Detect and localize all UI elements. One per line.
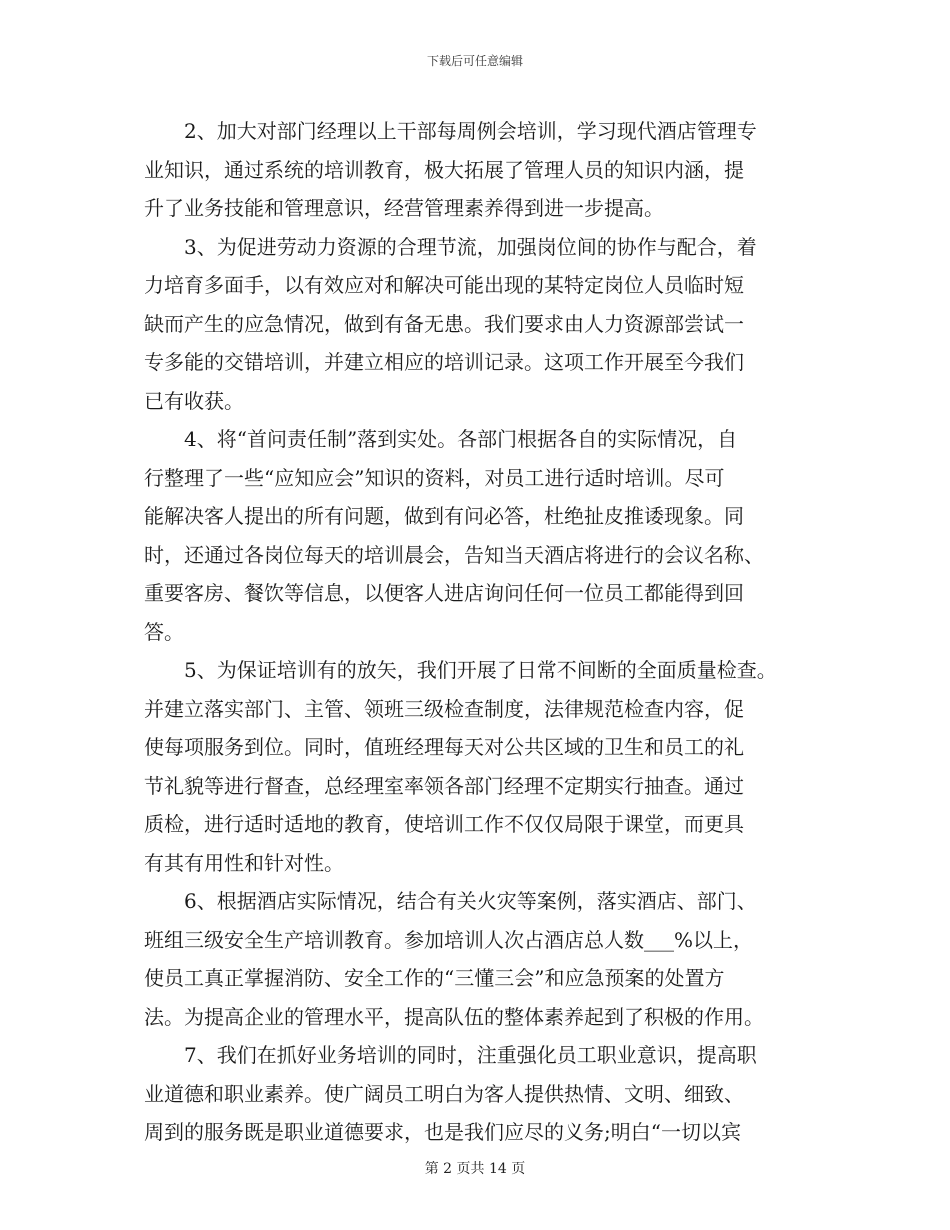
text-line: 重要客房、餐饮等信息，以便客人进店询问任何一位员工都能得到回	[144, 581, 744, 605]
text-line: 业道德和职业素养。使广阔员工明白为客人提供热情、文明、细致、	[144, 1081, 744, 1106]
paragraph-4	[144, 420, 834, 651]
text-line: 2、加大对部门经理以上干部每周例会培训，学习现代酒店管理专	[184, 119, 757, 143]
text-line: 6、根据酒店实际情况，结合有关火灾等案例，落实酒店、部门、	[184, 889, 757, 913]
text-line: 已有收获。	[144, 388, 244, 413]
paragraph-7	[144, 1036, 834, 1152]
paragraph-6	[144, 882, 834, 1036]
text-line: 节礼貌等进行督查，总经理室率领各部门经理不定期实行抽查。通过	[144, 773, 744, 798]
text-line: 3、为促进劳动力资源的合理节流，加强岗位间的协作与配合，着	[184, 234, 757, 259]
text-line: 班组三级安全生产培训教育。参加培训人次占酒店总人数___%以上，	[144, 927, 754, 952]
text-line: 5、为保证培训有的放矢，我们开展了日常不间断的全面质量检查。	[184, 658, 777, 682]
text-line: 答。	[144, 619, 184, 644]
text-line: 使每项服务到位。同时，值班经理每天对公共区域的卫生和员工的礼	[144, 735, 744, 759]
text-line: 业知识，通过系统的培训教育，极大拓展了管理人员的知识内涵，提	[144, 157, 744, 182]
text-line: 4、将“首问责任制”落到实处。各部门根据各自的实际情况，自	[184, 427, 738, 451]
text-line: 使员工真正掌握消防、安全工作的“三懂三会”和应急预案的处置方	[144, 966, 725, 990]
text-line: 力培育多面手，以有效应对和解决可能出现的某特定岗位人员临时短	[144, 273, 744, 297]
text-line: 能解决客人提出的所有问题，做到有问必答，杜绝扯皮推诿现象。同	[144, 504, 744, 528]
document-body	[144, 112, 834, 1152]
text-line: 法。为提高企业的管理水平，提高队伍的整体素养起到了积极的作用。	[144, 1004, 764, 1029]
text-line: 时，还通过各岗位每天的培训晨会，告知当天酒店将进行的会议名称、	[144, 542, 764, 567]
page-header: 下载后可任意编辑	[426, 54, 523, 68]
page-footer: 第 2 页共 14 页	[424, 1161, 526, 1177]
text-line: 7、我们在抓好业务培训的同时，注重强化员工职业意识，提高职	[184, 1043, 757, 1067]
text-line: 专多能的交错培训，并建立相应的培训记录。这项工作开展至今我们	[144, 350, 744, 374]
text-line: 缺而产生的应急情况，做到有备无患。我们要求由人力资源部尝试一	[144, 311, 744, 336]
text-line: 行整理了一些“应知应会”知识的资料，对员工进行适时培训。尽可	[144, 465, 725, 490]
text-line: 周到的服务既是职业道德要求，也是我们应尽的义务;明白“一切以宾	[144, 1120, 741, 1144]
text-line: 有其有用性和针对性。	[144, 850, 344, 875]
text-line: 并建立落实部门、主管、领班三级检查制度，法律规范检查内容，促	[144, 696, 744, 721]
text-line: 升了业务技能和管理意识，经营管理素养得到进一步提高。	[144, 196, 664, 220]
paragraph-5	[144, 651, 834, 882]
text-line: 质检，进行适时适地的教育，使培训工作不仅仅局限于课堂，而更具	[144, 812, 744, 836]
paragraph-2	[144, 112, 834, 228]
paragraph-3	[144, 228, 834, 421]
